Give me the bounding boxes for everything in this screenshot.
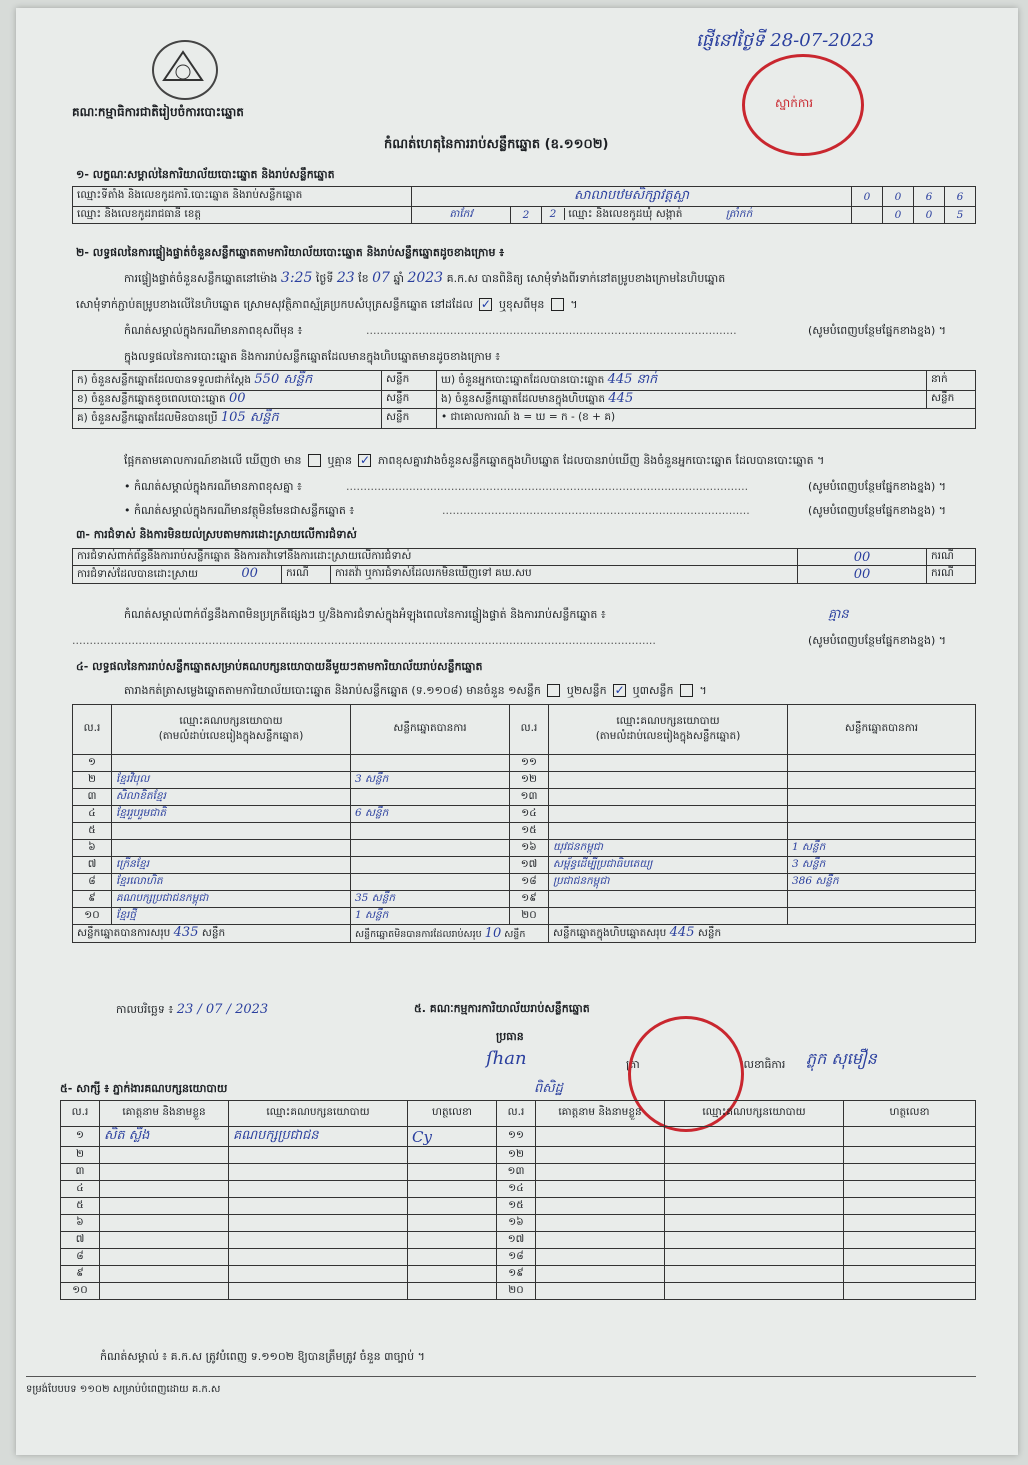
witness-table <box>60 1100 976 1300</box>
section4-right_rows-4-votes <box>788 823 976 840</box>
section2-rows-1-right_unit: សន្លឹក <box>927 391 976 409</box>
section4-left_rows-5-votes <box>351 840 510 857</box>
president-signature: ſhan <box>486 1048 527 1069</box>
section2-yes_label: ឬខុសពីមុន <box>498 298 545 311</box>
section4-unit: សន្លឹក <box>697 927 722 939</box>
complaints-label: ការជំទាស់ពាក់ព័ន្ធនឹងការរាប់សន្លឹកឆ្នោត និងការតវ៉ាទៅនឹងការដោះស្រាយលើការជំទាស់ <box>73 549 798 566</box>
section2-rows-2-left_unit: សន្លឹក <box>382 409 437 429</box>
section4-col_no: ល.រ <box>510 705 549 755</box>
committee-name: គណៈកម្មាធិការជាតិរៀបចំការបោះឆ្នោត <box>72 105 244 119</box>
section4-col_party: ឈ្មោះគណបក្សនយោបាយ <box>179 714 283 727</box>
section4-left_rows-9-no: ១០ <box>73 908 112 925</box>
bullet-difference: • កំណត់សម្គាល់ក្នុងករណីមានភាពខុសគ្នា ៖ <box>124 480 302 493</box>
section5-right_nos-9: ២០ <box>497 1283 536 1300</box>
section3-title: ៣- ការជំទាស់ និងការមិនយល់ស្របតាមការដោះស្រាយលើការជំទាស់ <box>76 528 357 541</box>
three-sheet-checkbox[interactable] <box>680 684 693 697</box>
section4-left_rows-2-votes <box>351 789 510 806</box>
section5-col_no: ល.រ <box>497 1101 536 1127</box>
section4-right_rows-7-party: ប្រជាជនកម្ពុជា <box>549 874 788 891</box>
verification-line <box>124 270 725 288</box>
loc-code-3: 6 <box>914 187 945 207</box>
party-row <box>73 755 976 772</box>
verify-day: 23 <box>336 270 355 286</box>
section4-total_invalid_label: សន្លឹកឆ្នោតមិនបានការដែលរាប់សរុប <box>355 928 482 940</box>
witness-row <box>61 1198 976 1215</box>
nec-emblem <box>152 40 218 100</box>
party-row <box>73 857 976 874</box>
party-row <box>73 908 976 925</box>
prov-code-2: 2 <box>542 208 565 220</box>
irregularity-value: គ្មាន <box>828 607 849 622</box>
section2-title: ២- លទ្ធផលនៃការផ្ទៀងផ្ទាត់ចំនួនសន្លឹកឆ្នោតតាមការិយាល័យបោះឆ្នោត និងរាប់សន្លឹកឆ្នោតដូចខាងក្រោម ៖ <box>76 246 505 259</box>
section2-match_line: ផ្អែកតាមគោលការណ៍ខាងលើ ឃើញថា មាន <box>124 454 302 467</box>
section2-year_label: ឆ្នាំ <box>393 272 404 285</box>
section4-col_party: ឈ្មោះគណបក្សនយោបាយ <box>616 714 720 727</box>
section5-right_nos-1: ១២ <box>497 1147 536 1164</box>
section4-unit: សន្លឹក <box>201 927 226 939</box>
one-sheet-checkbox[interactable] <box>547 684 560 697</box>
witness-row <box>61 1127 976 1147</box>
president-label: ប្រធាន <box>496 1030 524 1043</box>
section4-right_rows-5-votes: 1 សន្លឹក <box>788 840 976 857</box>
section5-left_rows-0-no: ១ <box>61 1127 100 1147</box>
loc-code-1: 0 <box>852 187 883 207</box>
party-row <box>73 789 976 806</box>
prov-code-1: 2 <box>511 207 542 224</box>
resolved-count: 00 <box>241 566 258 581</box>
section5-left_rows-7-no: ៨ <box>61 1249 100 1266</box>
footnote: កំណត់សម្គាល់ ៖ គ.ក.ស ត្រូវបំពេញ ទ.១១០២ ឱ្យបានត្រឹមត្រូវ ចំនួន ៣ច្បាប់ ។ <box>100 1350 425 1363</box>
section4-left_rows-7-votes <box>351 874 510 891</box>
section4-left_rows-0-votes <box>351 755 510 772</box>
seal-label: ត្រា <box>626 1058 640 1071</box>
section2-match_line3: ភាពខុសគ្នារវាងចំនួនសន្លឹកឆ្នោតក្នុងហិបឆ្នោត ដែលបានរាប់ឃើញ និងចំនួនអ្នកបោះឆ្នោត ដែលបានបោះឆ្នោត ។ <box>377 454 825 467</box>
section4-opt3: ឬ៣សន្លឹក <box>632 684 674 697</box>
two-sheet-checkbox[interactable]: ✓ <box>614 682 625 697</box>
party-row <box>73 823 976 840</box>
section4-left_rows-3-no: ៤ <box>73 806 112 823</box>
section2-day_label: ថ្ងៃទី <box>315 272 334 285</box>
section4-right_rows-6-no: ១៧ <box>510 857 549 874</box>
results-intro: ក្នុងលទ្ធផលនៃការបោះឆ្នោត និងការរាប់សន្លឹកឆ្នោតដែលមានក្នុងហិបឆ្នោតមានដូចខាងក្រោម ៖ <box>124 350 501 363</box>
section4-right_rows-1-no: ១២ <box>510 772 549 789</box>
verify-month: 07 <box>372 270 390 286</box>
section5-col_no: ល.រ <box>61 1101 100 1127</box>
handwritten-date: ផ្ញើនៅថ្ងៃទី 28-07-2023 <box>696 30 875 51</box>
section4-left_rows-6-votes <box>351 857 510 874</box>
section5-right_nos-3: ១៤ <box>497 1181 536 1198</box>
section4-made_on: កាលបរិច្ឆេទ ៖ <box>116 1003 174 1016</box>
section5-right_nos-8: ១៩ <box>497 1266 536 1283</box>
section4-left_rows-8-party: គណបក្សប្រជាជនកម្ពុជា <box>112 891 351 908</box>
witness-row <box>61 1232 976 1249</box>
different-checkbox[interactable] <box>551 298 564 311</box>
section5-col_name: គោត្តនាម និងនាមខ្លួន <box>100 1101 229 1127</box>
forwarded-count: 00 <box>798 566 927 584</box>
party-results-table <box>72 704 976 943</box>
section4-left_rows-1-votes: 3 សន្លឹក <box>351 772 510 789</box>
section4-col_party_sub: (តាមលំដាប់លេខរៀងក្នុងសន្លឹកឆ្នោត) <box>158 729 304 742</box>
form-sheet: គណៈកម្មាធិការជាតិរៀបចំការបោះឆ្នោត កំណត់ហេតុនៃការរាប់សន្លឹកឆ្នោត (ឧ.១១០២) ផ្ញើនៅថ្ងៃទី 28-07-2023 ស្នាក់ការ ១- លក្ខណៈសម្គាល់នៃការិយាល័យបោះឆ្នោត និងរាប់សន្លឹកឆ្នោត ឈ្មោះទីតាំង និងលេខកូដការិ.បោះឆ្នោត និងរាប់សន្លឹកឆ្នោត សាលាបឋមសិក្សាវត្តស្លា 0 0 6 6 ឈ្មោះ និងលេខកូដរាជធានី ខេត្ត តាកែវ 2 2 ឈ្មោះ និងលេខកូដឃុំ សង្កាត់ ត្រាំកក់ 0 0 5 ២- លទ្ធផលនៃការផ្ទៀងផ្ទាត់ចំនួនសន្លឹកឆ្នោតតាមការិយាល័យបោះឆ្នោត និងរាប់សន្លឹកឆ្នោតដូចខាងក្រោម ៖ ការផ្ទៀងផ្ទាត់ចំនួនសន្លឹកឆ្នោតនៅម៉ោង 3:25 ថ្ងៃទី 23 ខែ 07 ឆ្នាំ 2023 គ.ក.ស បានពិនិត្យ សោមុំទាំងពីរទាក់នៅតម្រូបខាងក្រោមនៃហិបឆ្នោត សោមុំទាក់ភ្ជាប់តម្រូបខាងលើនៃហិបឆ្នោត ស្រោមសុវត្ថិភាពស្ម័គ្រប្រកបសំបុត្រសន្លឹកឆ្នោត នៅដដែល ✓ ឬខុសពីមុន ។ កំណត់សម្គាល់ក្នុងករណីមានភាពខុសពីមុន ៖ .......................................................................................................... (សូមបំពេញបន្ថែមផ្នែកខាងខ្នង) ។ ក្នុងលទ្ធផលនៃការបោះឆ្នោត និងការរាប់សន្លឹកឆ្នោតដែលមានក្នុងហិបឆ្នោតមានដូចខាងក្រោម ៖ ក) ចំនួនសន្លឹកឆ្នោតដែលបានទទួលជាក់ស្តែង 550 សន្លឹក សន្លឹក ឃ) ចំនួនអ្នកបោះឆ្នោតដែលបានបោះឆ្នោត 445 នាក់ នាក់ ខ) ចំនួនសន្លឹកឆ្នោតខូចពេលបោះឆ្នោត 00 សន្លឹក ង) ចំនួនសន្លឹកឆ្នោតដែលមានក្នុងហិបឆ្នោត 445 សន្លឹក គ) ចំនួនសន្លឹកឆ្នោតដែលមិនបានប្រើ 105 សន្លឹក សន្លឹក • ជាគោលការណ៍ ង = ឃ = ក - (ខ + គ) ផ្អែកតាមគោលការណ៍ខាងលើ ឃើញថា មាន ឬគ្មាន ✓ ភាពខុសគ្នារវាងចំនួនសន្លឹកឆ្នោតក្នុងហិបឆ្នោត ដែលបានរាប់ឃើញ និងចំនួនអ្នកបោះឆ្នោត ដែលបានបោះឆ្នោត ។ • កំណត់សម្គាល់ក្នុងករណីមានភាពខុសគ្នា ៖ ................................................................................................................... (សូមបំពេញបន្ថែមផ្នែកខាងខ្នង) ។ • កំណត់សម្គាល់ក្នុងករណីមានវត្ថុមិនមែនជាសន្លឹកឆ្នោត ៖ ........................................................................................ (សូមបំពេញបន្ថែមផ្នែកខាងខ្នង) ។ ៣- ការជំទាស់ និងការមិនយល់ស្របតាមការដោះស្រាយលើការជំទាស់ ការជំទាស់ពាក់ព័ន្ធនឹងការរាប់សន្លឹកឆ្នោត និងការតវ៉ាទៅនឹងការដោះស្រាយលើការជំទាស់ 00 ករណី ការជំទាស់ដែលបានដោះស្រាយ 00 ករណី ការតវ៉ា ឬការជំទាស់ដែលរកមិនឃើញទៅ គឃ.សប 00 ករណី កំណត់សម្គាល់ពាក់ព័ន្ធនឹងភាពមិនប្រក្រតីផ្សេងៗ ឬ/និងការជំទាស់ក្នុងអំឡុងពេលនៃការផ្ទៀងផ្ទាត់ និងការរាប់សន្លឹកឆ្នោត ៖ គ្មាន ....................................................................................................................................................................... (សូមបំពេញបន្ថែមផ្នែកខាងខ្នង) ។ ៤- លទ្ធផលនៃការរាប់សន្លឹកឆ្នោតសម្រាប់គណបក្សនយោបាយនីមួយៗតាមការិយាល័យរាប់សន្លឹកឆ្នោត តារាងកត់ត្រាសម្លេងឆ្នោតតាមការិយាល័យបោះឆ្នោត និងរាប់សន្លឹកឆ្នោត (ទ.១១០៨) មានចំនួន ១សន្លឹក ឬ២សន្លឹក ✓ ឬ៣សន្លឹក ។ ល.រ ឈ្មោះគណបក្សនយោបាយ (តាមលំដាប់លេខរៀងក្នុងសន្លឹកឆ្នោត) សន្លឹកឆ្នោតបានការ ល.រ ឈ្មោះគណបក្សនយោបាយ (តាមលំដាប់លេខរៀងក្នុងសន្លឹកឆ្នោត) សន្លឹកឆ្នោតបានការ ១ ១១ ២ ខ្មែរវិបុល 3 សន្លឹក ១២ ៣ សិលាខិតខ្មែរ ១៣ ៤ ខ្មែររួបរួមជាតិ 6 សន្លឹក ១៤ ៥ ១៥ ៦ ១៦ យុវជនកម្ពុជា 1 សន្លឹក ៧ ក្រើនខ្មែរ ១៧ សម្ព័ន្ធដើម្បីប្រជាធិបតេយ្យ 3 សន្លឹក ៨ ខ្មែរលោហិត ១៨ ប្រជាជនកម្ពុជា 386 សន្លឹក ៩ គណបក្សប្រជាជនកម្ពុជា 35 សន្លឹក ១៩ ១០ ខ្មែរថ្មី 1 សន្លឹក ២០ សន្លឹកឆ្នោតបានការសរុប 435 សន្លឹក សន្លឹកឆ្នោតមិនបានការដែលរាប់សរុប 10 សន្លឹក សន្លឹកឆ្នោតក្នុងហិបឆ្នោតសរុប 445 សន្លឹក កាលបរិច្ឆេទ ៖ 23 / 07 / 2023 ៥. គណៈកម្មការការិយាល័យរាប់សន្លឹកឆ្នោត ប្រធាន ſhan ពិសិដ្ឋ ត្រា លេខាធិការ ភ្លុក សុមឿន ៥- សាក្សី ៖ ភ្នាក់ងារគណបក្សនយោបាយ ល.រ គោត្តនាម និងនាមខ្លួន ឈ្មោះគណបក្សនយោបាយ ហត្ថលេខា ល.រ គោត្តនាម និងនាមខ្លួន ឈ្មោះគណបក្សនយោបាយ ហត្ថលេខា ១ សិត ស្លឹង គណបក្សប្រជាជន Cy ១១ ២ ១២ ៣ ១៣ ៤ ១៤ ៥ ១៥ ៦ ១៦ ៧ ១៧ ៨ ១៨ ៩ ១៩ ១០ ២០ កំណត់សម្គាល់ ៖ គ.ក.ស ត្រូវបំពេញ ទ.១១០២ ឱ្យបានត្រឹមត្រូវ ចំនួន ៣ច្បាប់ ។ ទម្រង់បែបបទ ១១០២ សម្រាប់បំពេញដោយ គ.ក.ស <box>16 8 1018 1455</box>
section1-title: ១- លក្ខណៈសម្គាល់នៃការិយាល័យបោះឆ្នោត និងរាប់សន្លឹកឆ្នោត <box>76 168 335 181</box>
section4-right_rows-8-votes <box>788 891 976 908</box>
difference-note: កំណត់សម្គាល់ក្នុងករណីមានភាពខុសពីមុន ៖ <box>124 324 303 337</box>
tally-sheet-line: តារាងកត់ត្រាសម្លេងឆ្នោតតាមការិយាល័យបោះឆ្នោត និងរាប់សន្លឹកឆ្នោត (ទ.១១០៨) មានចំនួន ១សន្លឹក ឬ២សន្លឹក ✓ ឬ៣សន្លឹក ។ <box>124 682 707 697</box>
section4-total_box_label: សន្លឹកឆ្នោតក្នុងហិបឆ្នោតសរុប <box>553 927 667 939</box>
party-row <box>73 840 976 857</box>
section4-left_rows-2-party: សិលាខិតខ្មែរ <box>112 789 351 806</box>
section2-rows-2-left_label: គ) ចំនួនសន្លឹកឆ្នោតដែលមិនបានប្រើ <box>77 412 218 424</box>
verify-time: 3:25 <box>280 270 313 286</box>
section5-title: ៥- សាក្សី ៖ ភ្នាក់ងារគណបក្សនយោបាយ <box>60 1082 228 1095</box>
section4-right_rows-3-votes <box>788 806 976 823</box>
stamp-text: ស្នាក់ការ <box>775 96 814 110</box>
voters-voted: 445 នាក់ <box>607 372 658 387</box>
form-footer: ទម្រង់បែបបទ ១១០២ សម្រាប់បំពេញដោយ គ.ក.ស <box>26 1384 221 1395</box>
section4-right_rows-5-party: យុវជនកម្ពុជា <box>549 840 788 857</box>
fill-note-4: (សូមបំពេញបន្ថែមផ្នែកខាងខ្នង) ។ <box>808 634 947 647</box>
party-row <box>73 806 976 823</box>
total-valid: 435 <box>173 925 199 940</box>
section4-intro: តារាងកត់ត្រាសម្លេងឆ្នោតតាមការិយាល័យបោះឆ្នោត និងរាប់សន្លឹកឆ្នោត (ទ.១១០៨) មានចំនួន ១សន្លឹក <box>124 684 541 697</box>
section2-match_line2: ឬគ្មាន <box>327 454 352 467</box>
complaints-count: 00 <box>798 549 927 566</box>
section4-col_no: ល.រ <box>73 705 112 755</box>
signing-date-line <box>116 1002 268 1019</box>
section5-right_nos-4: ១៥ <box>497 1198 536 1215</box>
section2-rows-0-right_unit: នាក់ <box>927 371 976 391</box>
section4-right_rows-2-party <box>549 789 788 806</box>
section5-left_rows-2-no: ៣ <box>61 1164 100 1181</box>
witness-row <box>61 1283 976 1300</box>
section2-rows-1-right_label: ង) ចំនួនសន្លឹកឆ្នោតដែលមានក្នុងហិបឆ្នោត <box>441 393 606 405</box>
fill-note-2: (សូមបំពេញបន្ថែមផ្នែកខាងខ្នង) ។ <box>808 480 947 493</box>
section4-left_rows-4-party <box>112 823 351 840</box>
same-checkbox[interactable]: ✓ <box>480 296 491 311</box>
province-value: តាកែវ <box>412 207 511 224</box>
section4-left_rows-4-votes <box>351 823 510 840</box>
section4-right_rows-4-party <box>549 823 788 840</box>
section5-left_rows-1-no: ២ <box>61 1147 100 1164</box>
commune-value: ត្រាំកក់ <box>725 207 753 220</box>
ballot-count-table <box>72 370 976 429</box>
section1-table <box>72 186 976 224</box>
section4-left_rows-0-no: ១ <box>73 755 112 772</box>
section4-left_rows-9-party: ខ្មែរថ្មី <box>112 908 351 925</box>
section4-left_rows-3-party: ខ្មែររួបរួមជាតិ <box>112 806 351 823</box>
section5-right_nos-2: ១៣ <box>497 1164 536 1181</box>
section5-col_sign: ហត្ថលេខា <box>844 1101 976 1127</box>
section4-right_rows-7-votes: 386 សន្លឹក <box>788 874 976 891</box>
president-name: ពិសិដ្ឋ <box>534 1081 563 1096</box>
totals-row <box>73 925 976 943</box>
section4-right_rows-8-party <box>549 891 788 908</box>
section4-right_rows-8-no: ១៩ <box>510 891 549 908</box>
section4-col_votes: សន្លឹកឆ្នោតបានការ <box>351 705 510 755</box>
section4-left_rows-4-no: ៥ <box>73 823 112 840</box>
difference-line <box>124 454 824 470</box>
witness-party: គណបក្សប្រជាជន <box>229 1127 408 1147</box>
total-in-box: 445 <box>669 925 695 940</box>
section2-para1_end: គ.ក.ស បានពិនិត្យ សោមុំទាំងពីរទាក់នៅតម្រូបខាងក្រោមនៃហិបឆ្នោត <box>446 272 726 285</box>
province-label: ឈ្មោះ និងលេខកូដរាជធានី ខេត្ត <box>73 207 412 224</box>
section2-rows-0-left_label: ក) ចំនួនសន្លឹកឆ្នោតដែលបានទទួលជាក់ស្តែង <box>77 374 252 386</box>
section4-right_rows-1-party <box>549 772 788 789</box>
section4-right_rows-3-party <box>549 806 788 823</box>
section4-right_rows-1-votes <box>788 772 976 789</box>
section4-right_rows-0-votes <box>788 755 976 772</box>
office-stamp <box>742 54 864 156</box>
section4-right_rows-9-party <box>549 908 788 925</box>
section5-left_rows-3-no: ៤ <box>61 1181 100 1198</box>
section3-unit: ករណី <box>927 566 976 584</box>
committee-label: ៥. គណៈកម្មការការិយាល័យរាប់សន្លឹកឆ្នោត <box>414 1002 590 1015</box>
section4-right_rows-6-party: សម្ព័ន្ធដើម្បីប្រជាធិបតេយ្យ <box>549 857 788 874</box>
section2-month_label: ខែ <box>358 272 369 285</box>
witness-row <box>61 1249 976 1266</box>
section5-col_name: គោត្តនាម និងនាមខ្លួន <box>536 1101 665 1127</box>
ballots-spoiled: 00 <box>229 391 246 406</box>
section4-left_rows-3-votes: 6 សន្លឹក <box>351 806 510 823</box>
ballots-unused: 105 សន្លឹក <box>220 410 279 425</box>
party-row <box>73 874 976 891</box>
secretary-name: ភ្លុក សុមឿន <box>806 1049 877 1068</box>
no-difference-checkbox[interactable]: ✓ <box>359 452 371 467</box>
location-label: ឈ្មោះទីតាំង និងលេខកូដការិ.បោះឆ្នោត និងរាប់សន្លឹកឆ្នោត <box>73 187 412 207</box>
section4-right_rows-0-party <box>549 755 788 772</box>
section5-right_nos-6: ១៧ <box>497 1232 536 1249</box>
location-value: សាលាបឋមសិក្សាវត្តស្លា <box>412 187 852 207</box>
section4-left_rows-7-party: ខ្មែរលោហិត <box>112 874 351 891</box>
section4-opt2: ឬ២សន្លឹក <box>566 684 607 697</box>
section4-right_rows-0-no: ១១ <box>510 755 549 772</box>
section4-left_rows-5-party <box>112 840 351 857</box>
section5-right_nos-7: ១៨ <box>497 1249 536 1266</box>
section4-right_rows-4-no: ១៥ <box>510 823 549 840</box>
section5-right_nos-5: ១៦ <box>497 1215 536 1232</box>
footer-divider <box>26 1376 976 1377</box>
formula: • ជាគោលការណ៍ ង = ឃ = ក - (ខ + គ) <box>437 409 976 429</box>
witness-row <box>61 1147 976 1164</box>
fill-note-3: (សូមបំពេញបន្ថែមផ្នែកខាងខ្នង) ។ <box>808 504 947 517</box>
section4-left_rows-9-votes: 1 សន្លឹក <box>351 908 510 925</box>
party-row <box>73 891 976 908</box>
section5-left_rows-8-no: ៩ <box>61 1266 100 1283</box>
section4-right_rows-2-votes <box>788 789 976 806</box>
section4-left_rows-2-no: ៣ <box>73 789 112 806</box>
section3-unit: ករណី <box>927 549 976 566</box>
complaints-table <box>72 548 976 584</box>
section4-col_party_sub: (តាមលំដាប់លេខរៀងក្នុងសន្លឹកឆ្នោត) <box>595 729 741 742</box>
bullet-nonballot: • កំណត់សម្គាល់ក្នុងករណីមានវត្ថុមិនមែនជាសន្លឹកឆ្នោត ៖ <box>124 504 355 517</box>
section4-left_rows-1-party: ខ្មែរវិបុល <box>112 772 351 789</box>
section3-row2_label: ការជំទាស់ដែលបានដោះស្រាយ <box>77 568 199 580</box>
section4-total_valid_label: សន្លឹកឆ្នោតបានការសរុប <box>77 927 171 939</box>
witness-row <box>61 1215 976 1232</box>
section5-left_rows-9-no: ១០ <box>61 1283 100 1300</box>
section4-right_rows-5-no: ១៦ <box>510 840 549 857</box>
section2-para1: ការផ្ទៀងផ្ទាត់ចំនួនសន្លឹកឆ្នោតនៅម៉ោង <box>124 272 278 285</box>
section5-col_party: ឈ្មោះគណបក្សនយោបាយ <box>665 1101 844 1127</box>
section4-right_rows-9-votes <box>788 908 976 925</box>
irregularity-note: កំណត់សម្គាល់ពាក់ព័ន្ធនឹងភាពមិនប្រក្រតីផ្សេងៗ ឬ/និងការជំទាស់ក្នុងអំឡុងពេលនៃការផ្ទៀងផ្ទាត់ និងការរាប់សន្លឹកឆ្នោត ៖ <box>124 608 606 621</box>
section4-left_rows-0-party <box>112 755 351 772</box>
section4-title: ៤- លទ្ធផលនៃការរាប់សន្លឹកឆ្នោតសម្រាប់គណបក្សនយោបាយនីមួយៗតាមការិយាល័យរាប់សន្លឹកឆ្នោត <box>76 660 483 673</box>
witness-row <box>61 1181 976 1198</box>
loc-code-4: 6 <box>945 187 976 207</box>
total-invalid: 10 <box>484 925 502 941</box>
ballots-in-box: 445 <box>608 391 634 406</box>
commune-label: ឈ្មោះ និងលេខកូដឃុំ សង្កាត់ <box>568 207 683 220</box>
section4-left_rows-8-no: ៩ <box>73 891 112 908</box>
witness-row <box>61 1266 976 1283</box>
seal-line: សោមុំទាក់ភ្ជាប់តម្រូបខាងលើនៃហិបឆ្នោត ស្រោមសុវត្ថិភាពស្ម័គ្រប្រកបសំបុត្រសន្លឹកឆ្នោត នៅដដែល ✓ ឬខុសពីមុន ។ <box>76 296 578 311</box>
section2-rows-0-left_unit: សន្លឹក <box>382 371 437 391</box>
fill-note-1: (សូមបំពេញបន្ថែមផ្នែកខាងខ្នង) ។ <box>808 324 947 337</box>
section4-right_rows-3-no: ១៤ <box>510 806 549 823</box>
has-difference-checkbox[interactable] <box>308 454 321 467</box>
verify-year: 2023 <box>407 270 444 286</box>
section4-left_rows-6-party: ក្រើនខ្មែរ <box>112 857 351 874</box>
com-code-1: 0 <box>883 207 914 224</box>
section4-right_rows-2-no: ១៣ <box>510 789 549 806</box>
section2-rows-1-left_unit: សន្លឹក <box>382 391 437 409</box>
signing-date: 23 / 07 / 2023 <box>176 1002 269 1017</box>
ballots-received: 550 សន្លឹក <box>254 372 313 387</box>
section4-right_rows-6-votes: 3 សន្លឹក <box>788 857 976 874</box>
section5-col_sign: ហត្ថលេខា <box>408 1101 497 1127</box>
section4-left_rows-1-no: ២ <box>73 772 112 789</box>
section5-left_rows-4-no: ៥ <box>61 1198 100 1215</box>
loc-code-2: 0 <box>883 187 914 207</box>
section4-col_votes: សន្លឹកឆ្នោតបានការ <box>788 705 976 755</box>
forwarded-label: ការតវ៉ា ឬការជំទាស់ដែលរកមិនឃើញទៅ គឃ.សប <box>331 566 798 584</box>
section2-para2: សោមុំទាក់ភ្ជាប់តម្រូបខាងលើនៃហិបឆ្នោត ស្រោមសុវត្ថិភាពស្ម័គ្រប្រកបសំបុត្រសន្លឹកឆ្នោត នៅដដែល <box>76 298 473 311</box>
com-code-2: 0 <box>914 207 945 224</box>
witness-row <box>61 1164 976 1181</box>
section2-rows-0-right_label: ឃ) ចំនួនអ្នកបោះឆ្នោតដែលបានបោះឆ្នោត <box>441 374 605 386</box>
section5-left_rows-5-no: ៦ <box>61 1215 100 1232</box>
party-row <box>73 772 976 789</box>
section5-right_nos-0: ១១ <box>497 1127 536 1147</box>
witness-signature: Cy <box>408 1127 497 1147</box>
section5-col_party: ឈ្មោះគណបក្សនយោបាយ <box>229 1101 408 1127</box>
section4-right_rows-9-no: ២០ <box>510 908 549 925</box>
section4-left_rows-7-no: ៨ <box>73 874 112 891</box>
section4-right_rows-7-no: ១៨ <box>510 874 549 891</box>
witness-name: សិត ស្លឹង <box>100 1127 229 1147</box>
com-code-3: 5 <box>945 207 976 224</box>
section4-unit: សន្លឹក <box>504 928 526 940</box>
secretary-label: លេខាធិការ <box>740 1058 786 1071</box>
section3-unit: ករណី <box>282 566 331 584</box>
section4-left_rows-5-no: ៦ <box>73 840 112 857</box>
form-title: កំណត់ហេតុនៃការរាប់សន្លឹកឆ្នោត (ឧ.១១០២) <box>384 137 609 152</box>
section4-left_rows-6-no: ៧ <box>73 857 112 874</box>
section4-left_rows-8-votes: 35 សន្លឹក <box>351 891 510 908</box>
section2-rows-1-left_label: ខ) ចំនួនសន្លឹកឆ្នោតខូចពេលបោះឆ្នោត <box>77 393 226 405</box>
section5-left_rows-6-no: ៧ <box>61 1232 100 1249</box>
